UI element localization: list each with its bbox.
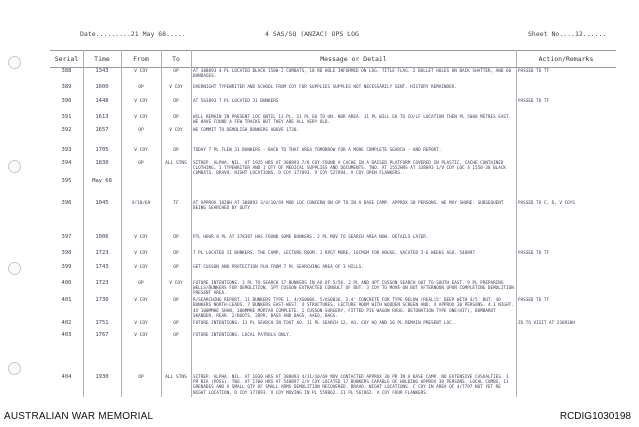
- column-rule: [83, 50, 84, 397]
- log-cell-from: V COY: [134, 69, 148, 74]
- log-table: [50, 50, 616, 397]
- log-cell-time: 1006: [95, 233, 109, 240]
- punch-hole: [8, 362, 21, 375]
- log-cell-msg: AT 388893 4 PL LOCATED BLACK 1500-2 COMBATS, 10 RD HOLE INFORMED ON LOG. TITLE FLAG. 2 BULLET HOLES ON BACK SHATTER, AND 60 BANDAGES.: [193, 69, 512, 80]
- column-rule: [516, 50, 517, 397]
- log-cell-remark: [516, 127, 616, 147]
- log-header-row: [50, 51, 616, 68]
- log-entry-row: [50, 264, 616, 280]
- log-cell-remark: [516, 160, 616, 178]
- log-cell-to: OP: [173, 298, 179, 304]
- log-cell-to: OP: [173, 148, 179, 153]
- log-cell-time: 1730: [95, 297, 109, 304]
- log-cell-from: V COY: [134, 115, 148, 120]
- log-cell-time: 1448: [95, 98, 109, 104]
- log-entry-row: [50, 68, 616, 85]
- log-cell-msg: GET CUSSON AND PROTECTION PLN FROM 7 PL SEARCHING AREA OF 3 HILLS.: [193, 264, 364, 270]
- log-cell-remark: [516, 332, 616, 374]
- log-cell-msg: WE COMMIT TO DEMOLISH BUNKERS ABOVE 1730.: [193, 128, 300, 133]
- log-cell-remark: [516, 178, 616, 200]
- log-cell-serial: 400: [61, 279, 72, 286]
- log-cell-time: 1657: [95, 127, 109, 133]
- log-cell-msg: OVERNIGHT TYPEWRITER AND SCHOOL FROM COY FOR SUPPLIES SUPPLES NOT NECESSARILY SENT. HISTORY REMAINDER.: [193, 85, 457, 90]
- log-entry-row: [50, 374, 616, 397]
- log-cell-time: 1930: [95, 374, 109, 381]
- log-cell-from: V COY: [134, 234, 148, 240]
- log-entry-row: [50, 160, 616, 178]
- log-cell-from: OP: [138, 375, 144, 381]
- log-cell-to: OP: [173, 250, 179, 256]
- log-cell-serial: 390: [61, 98, 72, 104]
- log-cell-msg: AT APPROX 1020H AT 388893 3/4/10/69 MOB LOC CONCERN ON OP TO IN A BASE CAMP. APPROX 30 PERSONS. WE MAY SHORE. SUBSEQUENT BEING SEARCHED BY QUTY: [193, 200, 504, 211]
- log-cell-from: V COY: [134, 321, 148, 327]
- col-to: To: [161, 51, 191, 68]
- col-remarks: Action/Remarks: [516, 51, 616, 68]
- log-entry-row: [50, 84, 616, 98]
- archive-credit: AUSTRALIAN WAR MEMORIAL: [4, 411, 154, 422]
- log-cell-from: OP: [138, 128, 144, 133]
- log-cell-to: OP: [173, 69, 179, 74]
- log-cell-time: 1751: [95, 320, 109, 327]
- log-cell-time: 1613: [95, 114, 109, 120]
- col-serial: Serial: [50, 51, 83, 68]
- log-cell-time: 1045: [95, 199, 109, 206]
- log-cell-serial: 402: [61, 320, 72, 327]
- log-cell-msg: PTL HOUR 8 PL AT 378387 HAS FOUND SOME BUNKERS. 2 PL MOV TO SEARCH AREA NOW. DETAILS LATER.: [193, 234, 429, 240]
- log-cell-serial: 403: [61, 332, 72, 339]
- log-cell-remark: [516, 280, 616, 298]
- log-cell-time: 1600: [95, 84, 109, 90]
- log-cell-to: V COY: [169, 128, 183, 133]
- log-cell-time: 1723: [95, 249, 109, 256]
- log-entry-row: [50, 98, 616, 114]
- punch-hole: [8, 56, 21, 69]
- log-cell-serial: 404: [61, 374, 72, 381]
- log-entry-row: [50, 178, 616, 200]
- log-cell-serial: 396: [61, 199, 72, 206]
- log-cell-to: V COY: [169, 85, 183, 90]
- log-cell-to: V COY: [169, 280, 183, 286]
- log-cell-remark: [516, 234, 616, 250]
- log-cell-remark: PASSED TO TF: [518, 250, 550, 256]
- log-cell-time: 1343: [95, 68, 109, 74]
- log-cell-time: 1743: [95, 263, 109, 270]
- log-cell-msg: FUTURE INTENTIONS. 11 PL SEARCH IN TOUT AO. 11 PL SEARCH 12, AO. COY HQ AND 10 PL REMAIN PRESENT LOC.: [193, 321, 455, 327]
- col-time: Time: [83, 51, 121, 68]
- log-cell-remark: [516, 84, 616, 98]
- log-cell-from: V COY: [134, 264, 148, 270]
- log-cell-to: OP: [173, 234, 179, 240]
- log-date: Date.........21 May 68.....: [80, 30, 186, 38]
- log-cell-remark: PASSED TO TF: [518, 99, 550, 104]
- log-cell-remark: PASSED TO TF: [518, 298, 550, 304]
- log-cell-time: 1705: [95, 147, 109, 153]
- log-entry-row: [50, 234, 616, 250]
- log-cell-serial: 388: [61, 68, 72, 74]
- punch-hole: [8, 262, 21, 275]
- log-cell-from: OP: [138, 161, 144, 166]
- log-cell-time: 1723: [95, 279, 109, 286]
- log-cell-serial: 397: [61, 233, 72, 240]
- log-cell-msg: SITREP. ALPHA. NIL. AT 1030 HRS AT 388893 4/11/10/69 MOV CONTACTED APPROX 30 PR IN A BASE CAMP. NO EXTENSIVE CASUALTIES. 1 PR BIA (POSS). TWO. AT 1700 HRS AT 548897 1/V COY LOCATED 17 BUNKERS CAPABLE OF HOLDING APPROX 30 PERSONS. LOCAL COMBS, 11 GRENADES AND A SMALL QTY OF SMALL ARMS DEMOLITION RECOVERED. BRAVO. NIGHT LOCATIONS. C COY IN AREA OF 4/7797 NOT YET RE NIGHT LOCATION. D COY 377893. V COY MOVING IN PL 559862. 11 PL 567862. V COY FOUR FLANKERS.: [193, 375, 509, 396]
- log-cell-to: OP: [173, 333, 179, 339]
- log-cell-remark: [516, 374, 616, 397]
- log-cell-msg: SITREP. ALPHA. NIL. AT 1925 HRS AT 388893 7/8 COY FOUND A CACHE IN A RAISED PLATFORM COVERED IN PLASTIC. CACHE CONTAINED CLOTHING, 1 TYPEWRITER AND 1 QTY OF MEDICAL SUPPLIES AND DOCUMENTS. TWO. AT 1552HRS AT 338893 1/V COY LOC 4 1550-30 BLACK COMBATS. BRAVO. NIGHT LOCATIONS. D COY 377893. V COY 527894. V COY OPEN FLANKERS.: [193, 161, 507, 177]
- log-cell-msg: 7 PL LOCATED 11 BUNKERS, THE CAMP, LECTURE ROOM. 1 RPGT MORE, 16CMGM FOR HOUSE, VACATED 3-6 WEEKS AGO. 548897: [193, 250, 475, 256]
- ops-log-sheet: [50, 32, 616, 397]
- log-cell-to: TF: [173, 200, 179, 206]
- log-title: 4 SAS/SQ (ANZAC) OPS LOG: [265, 30, 359, 38]
- log-cell-from: [121, 178, 161, 200]
- log-cell-msg: TODAY 7 PL FLEW 31 BUNKERS - BACK TO THAT AREA TOMORROW FOR A MORE COMPLETE SEARCH - AND REPORT.: [193, 148, 442, 153]
- log-entry-row: [50, 320, 616, 332]
- log-cell-from: OP: [138, 85, 144, 90]
- log-cell-serial: 399: [61, 263, 72, 270]
- log-cell-msg: [191, 178, 516, 200]
- log-cell-msg: WILL REMAIN IN PRESENT LOC UNTIL 13 PL. 11 PL GO TO UN. NOR AREA. 11 PL WILL GO TO CO/LF LOCATION THEN PL 5000 METRES EAST. WE HAVE FOUND A FEW TRACKS BUT THEY ARE ALL VERY OLD.: [193, 115, 512, 126]
- log-cell-from: 4/10/69: [131, 200, 151, 206]
- log-cell-serial: 391: [61, 114, 72, 120]
- sheet-number: Sheet No....12......: [528, 30, 607, 38]
- log-cell-msg: AT 563893 7 PL LOCATED 31 BUNKERS: [193, 99, 279, 104]
- log-cell-from: V COY: [134, 250, 148, 256]
- log-cell-msg: R/SEARCHING REPORT. 11 BUNKERS TYPE 1. 4/XS0006. 5/AS0036. 3.4' CONCRETE FOR TYPE BELOW (REAL)5' DEEP WITH 4/5' BUT. 40 BUNKERS NORTH-LEADS. 7 BUNKERS EAST-WEST. 4 STRUCTURES, LECTURE ROOM WITH WOODEN SCREEN AND. 4 APPROX 30 PERSONS. 4.1 NIGHT. 4X 100MMHE SHAN, 100MMHE MORTAR COMPLETE. 1 CUSSON SURGERY, FITTED PIE WAGON RAUG. DETONATION TYPE ONE(HIT), BOMBARDT SKANDER, REAR. 2/BOOTS, 28PR, BAGS AND BAGS. AAEO, BAGS.: [193, 298, 514, 319]
- column-rule: [161, 50, 162, 397]
- log-cell-time: May 68: [92, 177, 112, 184]
- column-rule: [191, 50, 192, 397]
- log-entry-row: [50, 147, 616, 160]
- log-entry-row: [50, 297, 616, 320]
- log-cell-msg: FUTURE INTENTIONS. 3 PL TO SEARCH 17 BUNKERS IN AO OF 5/56. 2 PL AND 4PT CUSSON SEARCH OUT TO SOUTH EAST. 9 PL PREPARING WELLS/BUNKERS FOR DEMOLITION. 1PT CUSSON EXTRACTED CONSULT OF BUT. 3 COY TO MOVE ON BUT AFTERNOON UPON COMPLETING DEMOLITION PRESENT AREA.: [193, 280, 514, 297]
- log-cell-serial: 395: [61, 177, 72, 184]
- log-entry-row: [50, 114, 616, 127]
- log-cell-time: 1830: [95, 160, 109, 166]
- log-cell-serial: 392: [61, 127, 72, 133]
- col-message: Message or Detail: [191, 51, 516, 68]
- log-cell-remark: [516, 147, 616, 160]
- log-cell-to: ALL STNS: [165, 161, 187, 166]
- column-rule: [121, 50, 122, 397]
- log-entry-row: [50, 280, 616, 298]
- log-entry-row: [50, 200, 616, 234]
- log-cell-time: 1767: [95, 332, 109, 339]
- log-cell-from: V COY: [134, 99, 148, 104]
- log-cell-serial: 393: [61, 147, 72, 153]
- log-cell-from: OP: [138, 280, 144, 286]
- log-cell-from: V COY: [134, 333, 148, 339]
- archive-reference: RCDIG1030198: [559, 411, 631, 422]
- log-cell-remark: ZO TO VISIT AT 230930H: [518, 321, 575, 327]
- log-cell-serial: 394: [61, 160, 72, 166]
- log-cell-to: OP: [173, 321, 179, 327]
- log-cell-from: V COY: [134, 148, 148, 153]
- log-cell-remark: [516, 114, 616, 127]
- log-entry-row: [50, 127, 616, 147]
- log-entry-row: [50, 250, 616, 264]
- log-cell-to: OP: [173, 115, 179, 120]
- log-cell-serial: 401: [61, 297, 72, 304]
- log-entry-row: [50, 332, 616, 374]
- log-cell-remark: [516, 264, 616, 280]
- log-cell-serial: 398: [61, 249, 72, 256]
- punch-hole: [8, 160, 21, 173]
- col-from: From: [121, 51, 161, 68]
- log-cell-to: [161, 178, 191, 200]
- log-cell-msg: FUTURE INTENTIONS. LOCAL PATROLS ONLY.: [193, 333, 292, 339]
- log-cell-to: OP: [173, 264, 179, 270]
- log-cell-remark: PASSED TO TF: [518, 69, 550, 74]
- log-cell-to: OP: [173, 99, 179, 104]
- log-cell-from: V COY: [134, 298, 148, 304]
- log-cell-remark: PASSED TO C, D, V COYS: [518, 200, 575, 206]
- binder-holes: [0, 0, 40, 410]
- log-cell-serial: 389: [61, 84, 72, 90]
- log-cell-to: ALL STNS: [165, 375, 187, 381]
